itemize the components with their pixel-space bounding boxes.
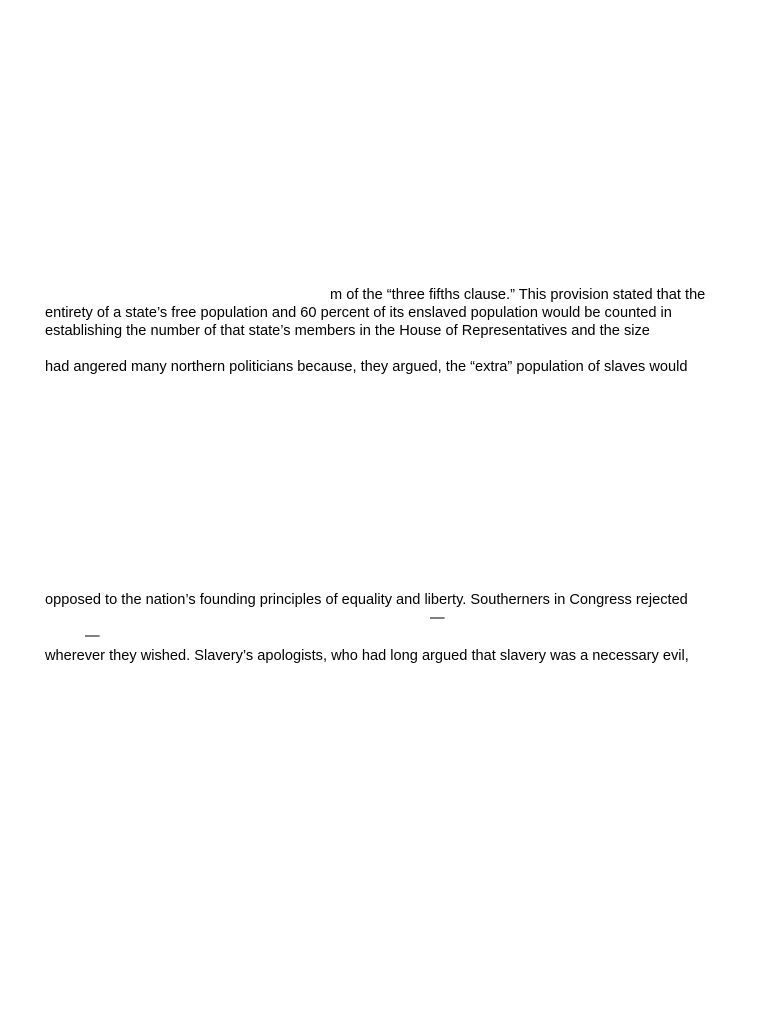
text-line-3: establishing the number of that state’s members in the House of Representatives and the size bbox=[45, 323, 650, 339]
em-dash-1: — bbox=[430, 610, 445, 626]
text-line-1: m of the “three fifths clause.” This provision stated that the bbox=[330, 287, 706, 303]
text-line-4: had angered many northern politicians because, they argued, the “extra” population of slaves would bbox=[45, 359, 688, 375]
text-line-6: wherever they wished. Slavery’s apologists, who had long argued that slavery was a necessary evil, bbox=[45, 648, 689, 664]
text-line-5: opposed to the nation’s founding principles of equality and liberty. Southerners in Congress rejected bbox=[45, 592, 688, 608]
text-line-2: entirety of a state’s free population and 60 percent of its enslaved population would be counted in bbox=[45, 305, 672, 321]
em-dash-2: — bbox=[85, 628, 100, 644]
